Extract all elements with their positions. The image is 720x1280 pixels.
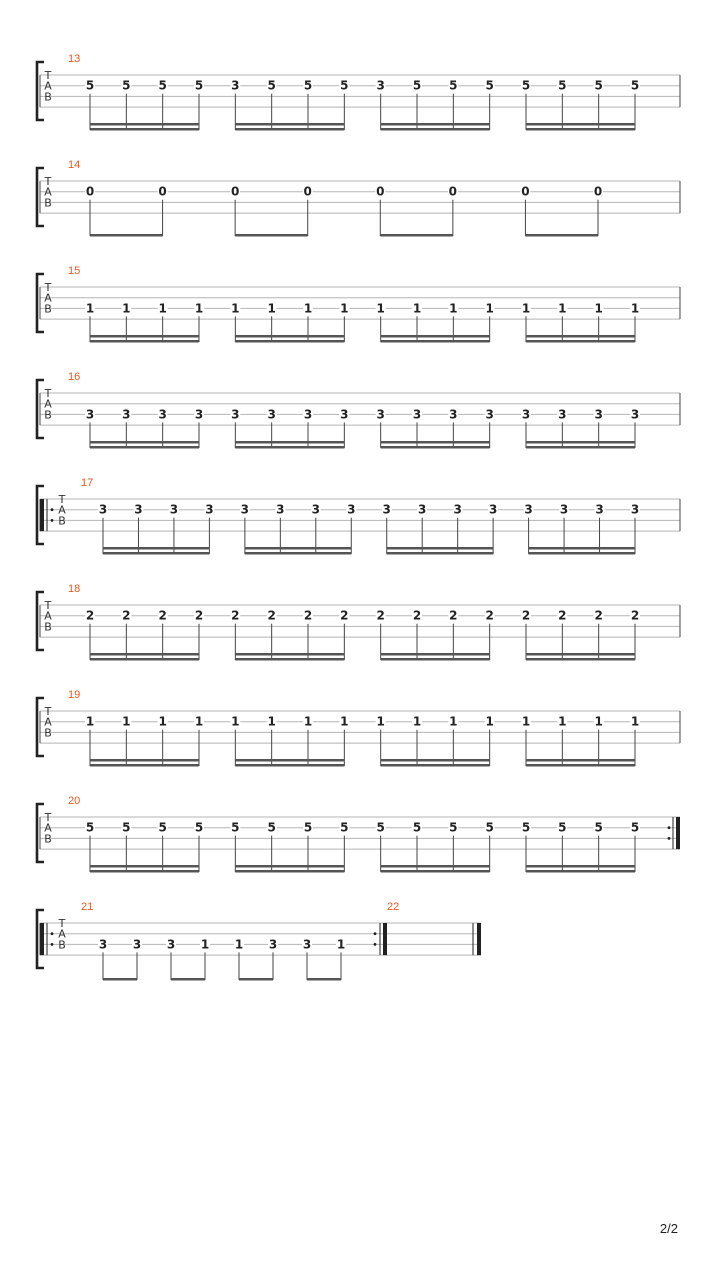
fret-number: 2 — [194, 608, 204, 623]
fret-number: 3 — [303, 407, 313, 422]
fret-number: 3 — [412, 407, 422, 422]
fret-number: 1 — [340, 301, 349, 316]
tab-clef-letter: A — [44, 185, 52, 199]
beam — [526, 658, 635, 661]
fret-number: 1 — [376, 714, 385, 729]
fret-number: 3 — [134, 502, 143, 517]
beam-secondary — [235, 441, 344, 444]
fret-number: 5 — [449, 78, 458, 93]
page-number: 2/2 — [659, 1221, 678, 1236]
tab-clef-letter: B — [58, 938, 66, 952]
fret-number: 1 — [303, 714, 313, 729]
fret-number: 5 — [376, 820, 385, 835]
fret-number: 5 — [412, 78, 422, 93]
beam — [90, 340, 199, 343]
fret-number: 0 — [85, 184, 95, 199]
repeat-dot — [51, 943, 54, 946]
fret-number: 5 — [267, 78, 276, 93]
beam — [235, 234, 308, 237]
beam-secondary — [90, 759, 199, 762]
tab-clef-letter: A — [44, 821, 52, 835]
fret-number: 3 — [595, 502, 604, 517]
beam — [235, 870, 344, 873]
fret-number: 2 — [158, 608, 167, 623]
fret-number: 0 — [376, 184, 385, 199]
fret-number: 5 — [521, 820, 531, 835]
tab-clef-letter: B — [44, 832, 52, 846]
fret-number: 1 — [200, 937, 210, 952]
tab-system — [37, 689, 680, 767]
fret-number: 1 — [630, 301, 640, 316]
beam — [381, 658, 490, 661]
beam — [90, 870, 199, 873]
fret-number: 1 — [412, 714, 422, 729]
tab-clef-letter: B — [44, 408, 52, 422]
repeat-dot — [374, 932, 377, 935]
fret-number: 2 — [594, 608, 603, 623]
fret-number: 3 — [524, 502, 533, 517]
tab-clef-letter: A — [44, 715, 52, 729]
tab-clef-letter: T — [44, 175, 52, 188]
beam-secondary — [526, 335, 635, 338]
beam-secondary — [526, 759, 635, 762]
beam — [103, 978, 137, 981]
beam-secondary — [526, 865, 635, 868]
fret-number: 1 — [340, 714, 349, 729]
beam — [171, 978, 205, 981]
beam — [90, 658, 199, 661]
beam-secondary — [103, 547, 209, 550]
beam-secondary — [526, 123, 635, 126]
tab-clef-letter: T — [58, 917, 66, 930]
tab-system — [37, 265, 680, 343]
repeat-start-thick — [40, 923, 44, 955]
tab-system — [37, 583, 680, 661]
measure-number: 14 — [68, 159, 81, 171]
tab-clef-letter: B — [44, 302, 52, 316]
fret-number: 1 — [558, 301, 567, 316]
beam-secondary — [529, 547, 635, 550]
fret-number: 3 — [559, 502, 569, 517]
beam-secondary — [526, 653, 635, 656]
beam — [381, 340, 490, 343]
measure-number: 13 — [68, 53, 81, 65]
measure-number: 18 — [68, 583, 81, 595]
beam-secondary — [381, 653, 490, 656]
fret-number: 3 — [169, 502, 179, 517]
fret-number: 3 — [267, 407, 276, 422]
fret-number: 1 — [231, 714, 240, 729]
fret-number: 1 — [267, 714, 276, 729]
beam — [381, 870, 490, 873]
fret-number: 3 — [268, 937, 278, 952]
fret-number: 2 — [267, 608, 276, 623]
beam — [235, 446, 344, 449]
tab-clef-letter: T — [44, 705, 52, 718]
measure-number: 15 — [68, 265, 81, 277]
fret-number: 3 — [485, 407, 494, 422]
beam-secondary — [381, 441, 490, 444]
beam — [90, 446, 199, 449]
fret-number: 3 — [98, 937, 108, 952]
tab-clef-letter: B — [44, 90, 52, 104]
beam-secondary — [381, 123, 490, 126]
fret-number: 1 — [630, 714, 640, 729]
fret-number: 5 — [521, 78, 531, 93]
fret-number: 2 — [449, 608, 458, 623]
tab-clef-letter: B — [44, 620, 52, 634]
beam-secondary — [381, 865, 490, 868]
tab-clef-letter: T — [44, 387, 52, 400]
beam — [381, 128, 490, 131]
tab-clef-letter: A — [44, 397, 52, 411]
fret-number: 2 — [231, 608, 240, 623]
repeat-dot — [51, 508, 54, 511]
fret-number: 2 — [122, 608, 131, 623]
measure-number: 19 — [68, 689, 81, 701]
repeat-start-thick — [40, 499, 44, 531]
beam-secondary — [235, 123, 344, 126]
fret-number: 1 — [158, 714, 167, 729]
repeat-end-thick — [383, 923, 387, 955]
fret-number: 5 — [267, 820, 276, 835]
tab-clef-letter: B — [58, 514, 66, 528]
fret-number: 5 — [194, 78, 204, 93]
beam — [381, 764, 490, 767]
beam — [90, 234, 163, 237]
measure-number: 17 — [81, 477, 94, 489]
fret-number: 5 — [594, 820, 603, 835]
tab-system — [37, 371, 680, 449]
fret-number: 1 — [122, 714, 131, 729]
fret-number: 2 — [485, 608, 494, 623]
measure-number: 22 — [387, 901, 400, 913]
fret-number: 3 — [453, 502, 462, 517]
fret-number: 5 — [630, 820, 640, 835]
fret-number: 5 — [303, 78, 313, 93]
repeat-dot — [51, 519, 54, 522]
fret-number: 1 — [521, 301, 531, 316]
fret-number: 2 — [376, 608, 385, 623]
fret-number: 5 — [340, 820, 349, 835]
fret-number: 3 — [594, 407, 603, 422]
repeat-dot — [668, 826, 671, 829]
fret-number: 2 — [412, 608, 422, 623]
tab-system — [37, 159, 680, 237]
fret-number: 1 — [449, 301, 458, 316]
beam-secondary — [235, 335, 344, 338]
beam — [235, 340, 344, 343]
fret-number: 3 — [302, 937, 312, 952]
fret-number: 3 — [382, 502, 391, 517]
fret-number: 5 — [303, 820, 313, 835]
beam — [381, 446, 490, 449]
beam-secondary — [526, 441, 635, 444]
tab-clef-letter: T — [58, 493, 66, 506]
beam — [526, 340, 635, 343]
fret-number: 0 — [593, 184, 603, 199]
beam — [526, 128, 635, 131]
fret-number: 1 — [521, 714, 531, 729]
fret-number: 5 — [158, 820, 167, 835]
fret-number: 3 — [558, 407, 567, 422]
fret-number: 5 — [630, 78, 640, 93]
tab-clef-letter: A — [44, 291, 52, 305]
final-barline-thick — [477, 923, 481, 955]
repeat-dot — [51, 932, 54, 935]
beam — [245, 552, 351, 555]
fret-number: 5 — [340, 78, 349, 93]
fret-number: 1 — [122, 301, 131, 316]
fret-number: 3 — [98, 502, 108, 517]
beam — [529, 552, 635, 555]
repeat-dot — [668, 837, 671, 840]
fret-number: 3 — [205, 502, 214, 517]
tab-clef-letter: A — [58, 503, 66, 517]
beam — [525, 234, 598, 237]
beam — [239, 978, 273, 981]
fret-number: 5 — [558, 78, 567, 93]
fret-number: 5 — [231, 820, 240, 835]
fret-number: 2 — [85, 608, 95, 623]
beam-secondary — [387, 547, 493, 550]
beam — [526, 870, 635, 873]
fret-number: 3 — [340, 407, 349, 422]
fret-number: 2 — [558, 608, 567, 623]
fret-number: 1 — [376, 301, 385, 316]
fret-number: 5 — [194, 820, 204, 835]
fret-number: 1 — [234, 937, 244, 952]
fret-number: 3 — [132, 937, 142, 952]
fret-number: 3 — [276, 502, 285, 517]
fret-number: 3 — [231, 78, 240, 93]
beam-secondary — [90, 865, 199, 868]
measure-number: 20 — [68, 795, 81, 807]
beam-secondary — [381, 759, 490, 762]
fret-number: 1 — [594, 714, 603, 729]
fret-number: 1 — [194, 714, 204, 729]
fret-number: 1 — [336, 937, 346, 952]
beam-secondary — [235, 653, 344, 656]
repeat-dot — [374, 943, 377, 946]
fret-number: 1 — [85, 714, 95, 729]
fret-number: 3 — [418, 502, 427, 517]
fret-number: 1 — [485, 301, 494, 316]
fret-number: 3 — [194, 407, 204, 422]
measure-number: 21 — [81, 901, 94, 913]
fret-number: 0 — [448, 184, 458, 199]
beam — [90, 128, 199, 131]
fret-number: 5 — [85, 820, 95, 835]
fret-number: 0 — [303, 184, 312, 199]
fret-number: 2 — [521, 608, 531, 623]
fret-number: 2 — [340, 608, 349, 623]
fret-number: 1 — [412, 301, 422, 316]
fret-number: 3 — [158, 407, 167, 422]
fret-number: 3 — [630, 502, 640, 517]
tab-clef-letter: T — [44, 281, 52, 294]
beam — [103, 552, 209, 555]
tab-clef-letter: A — [58, 927, 66, 941]
fret-number: 3 — [311, 502, 320, 517]
fret-number: 1 — [594, 301, 603, 316]
fret-number: 0 — [230, 184, 240, 199]
fret-number: 3 — [347, 502, 356, 517]
tab-system — [37, 477, 680, 555]
beam-secondary — [90, 653, 199, 656]
beam — [235, 128, 344, 131]
fret-number: 3 — [231, 407, 240, 422]
tab-system — [37, 795, 680, 873]
beam — [387, 552, 493, 555]
fret-number: 2 — [630, 608, 640, 623]
fret-number: 3 — [376, 407, 385, 422]
measure-number: 16 — [68, 371, 81, 383]
fret-number: 2 — [303, 608, 313, 623]
tab-clef-letter: A — [44, 609, 52, 623]
beam-secondary — [90, 123, 199, 126]
fret-number: 0 — [158, 184, 167, 199]
tab-clef-letter: T — [44, 599, 52, 612]
fret-number: 1 — [194, 301, 204, 316]
beam-secondary — [90, 335, 199, 338]
tab-clef-letter: T — [44, 69, 52, 82]
beam — [90, 764, 199, 767]
tab-system — [37, 53, 680, 131]
fret-number: 5 — [594, 78, 603, 93]
fret-number: 3 — [240, 502, 250, 517]
repeat-end-thick — [676, 817, 680, 849]
fret-number: 1 — [303, 301, 313, 316]
fret-number: 5 — [449, 820, 458, 835]
fret-number: 1 — [158, 301, 167, 316]
fret-number: 5 — [485, 78, 494, 93]
fret-number: 3 — [85, 407, 95, 422]
tab-clef-letter: A — [44, 79, 52, 93]
tab-clef-letter: T — [44, 811, 52, 824]
fret-number: 3 — [521, 407, 531, 422]
fret-number: 1 — [85, 301, 95, 316]
beam — [526, 764, 635, 767]
beam — [526, 446, 635, 449]
fret-number: 1 — [449, 714, 458, 729]
fret-number: 5 — [85, 78, 95, 93]
beam-secondary — [245, 547, 351, 550]
tab-clef-letter: B — [44, 726, 52, 740]
fret-number: 0 — [521, 184, 530, 199]
beam-secondary — [90, 441, 199, 444]
fret-number: 5 — [485, 820, 494, 835]
beam — [380, 234, 453, 237]
fret-number: 3 — [122, 407, 131, 422]
fret-number: 5 — [558, 820, 567, 835]
tab-system — [37, 901, 481, 981]
fret-number: 1 — [267, 301, 276, 316]
tab-clef-letter: B — [44, 196, 52, 210]
fret-number: 3 — [376, 78, 385, 93]
fret-number: 3 — [630, 407, 640, 422]
beam-secondary — [381, 335, 490, 338]
beam — [307, 978, 341, 981]
fret-number: 5 — [412, 820, 422, 835]
beam — [235, 658, 344, 661]
beam — [235, 764, 344, 767]
fret-number: 1 — [231, 301, 240, 316]
fret-number: 3 — [166, 937, 176, 952]
beam-secondary — [235, 759, 344, 762]
fret-number: 5 — [122, 78, 131, 93]
fret-number: 1 — [485, 714, 494, 729]
fret-number: 3 — [449, 407, 458, 422]
fret-number: 3 — [488, 502, 498, 517]
fret-number: 5 — [158, 78, 167, 93]
beam-secondary — [235, 865, 344, 868]
fret-number: 1 — [558, 714, 567, 729]
fret-number: 5 — [122, 820, 131, 835]
